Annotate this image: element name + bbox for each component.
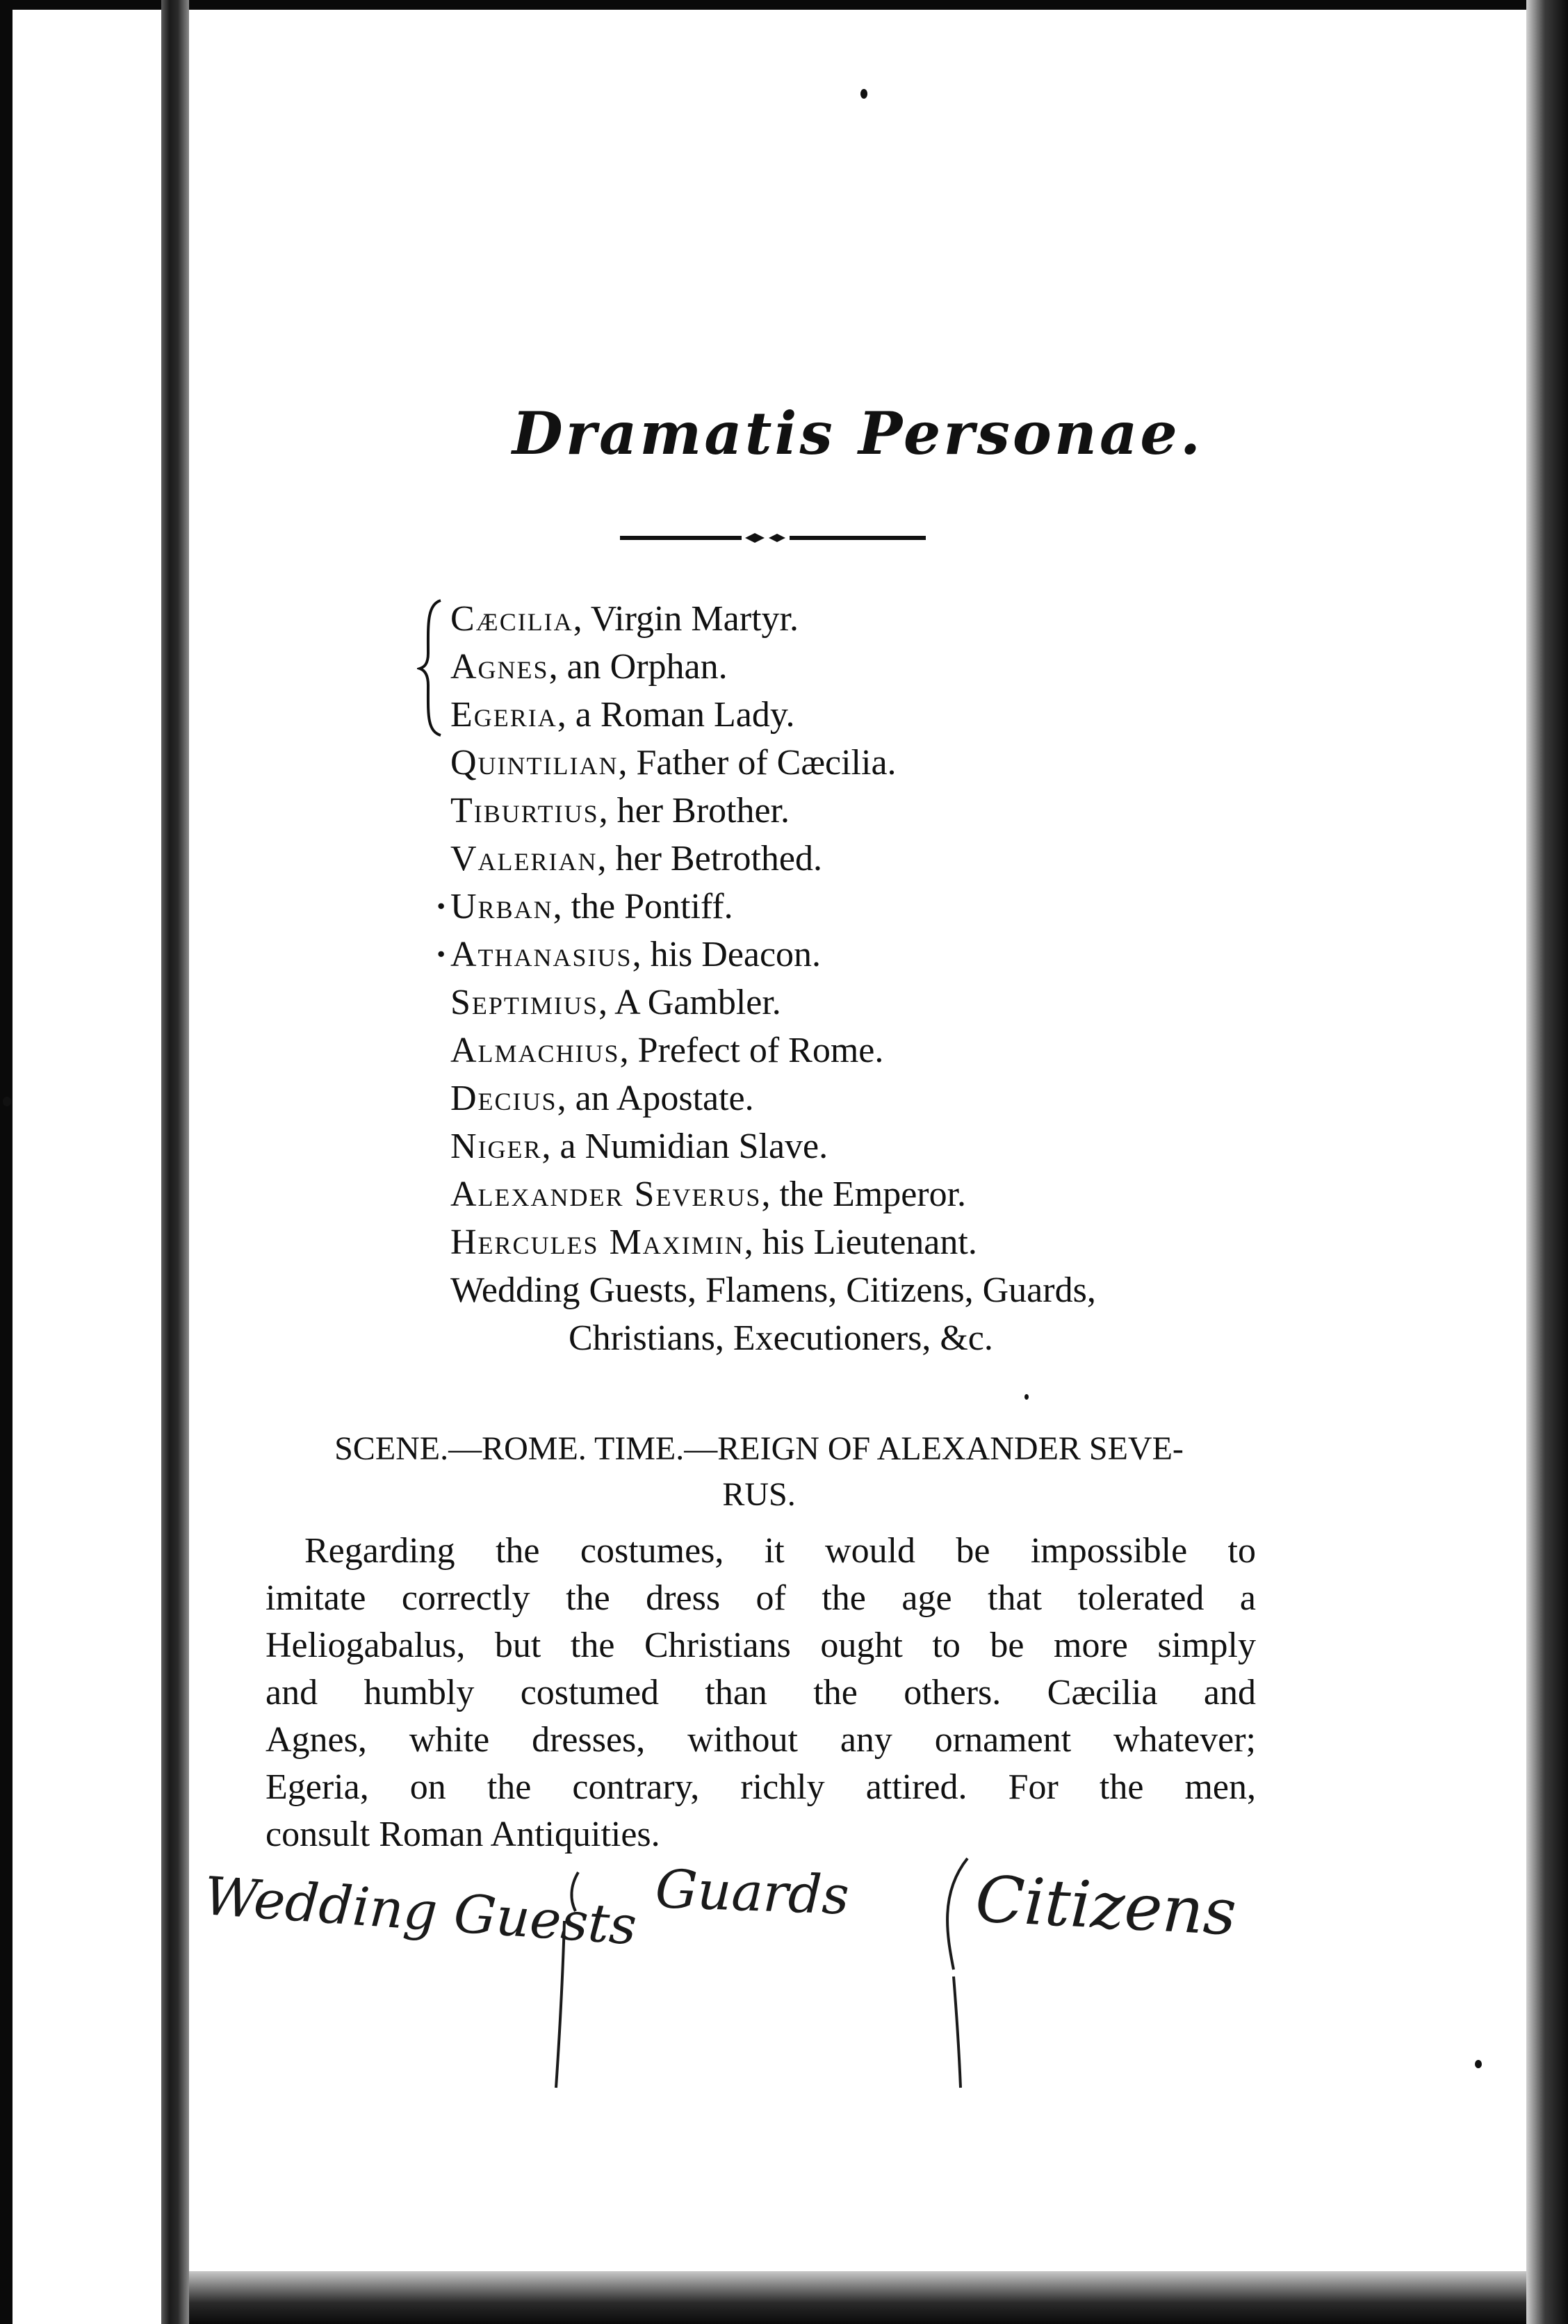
grouping-brace: [417, 598, 445, 737]
list-item: Tiburtius, her Brother.: [450, 791, 790, 830]
scan-border-left: [0, 0, 13, 2324]
list-item: Niger, a Numidian Slave.: [450, 1127, 828, 1166]
list-item: Quintilian, Father of Cæcilia.: [450, 743, 897, 783]
handwritten-note: Guards: [654, 1858, 851, 1926]
handwritten-note: Wedding Guests: [202, 1865, 639, 1957]
pencil-mark: ·: [435, 935, 448, 974]
character-list: [435, 595, 1521, 1362]
page-edge-bottom: [189, 2271, 1526, 2324]
paragraph-line: Agnes, white dresses, without any ornament whatever;: [266, 1720, 1256, 1760]
page-title: Dramatis Personae.: [512, 399, 1204, 468]
handwritten-annotations: [189, 1844, 1526, 2095]
paragraph-line: Heliogabalus, but the Christians ought to be more simply: [266, 1626, 1256, 1665]
list-item: · Athanasius, his Deacon.: [450, 931, 1521, 979]
list-item: Decius, an Apostate.: [450, 1079, 754, 1118]
paragraph-line: Egeria, on the contrary, richly attired. For the men,: [266, 1767, 1256, 1807]
paragraph-line: and humbly costumed than the others. Cæcilia and: [266, 1673, 1256, 1712]
list-item: Alexander Severus, the Emperor.: [450, 1175, 967, 1214]
scene-heading: [266, 1426, 1252, 1518]
list-item: Hercules Maximin, his Lieutenant.: [450, 1222, 977, 1262]
pencil-stroke: [954, 1977, 961, 2088]
ornamental-rule: [620, 530, 926, 546]
paragraph-line: imitate correctly the dress of the age that tolerated a: [266, 1578, 1256, 1618]
book-page: [189, 10, 1526, 2271]
ink-speck: [3, 1097, 11, 1106]
handwritten-note: Citizens: [973, 1862, 1239, 1950]
paragraph-line: Regarding the costumes, it would be impossible to: [304, 1531, 1256, 1571]
pencil-stroke: [947, 1858, 967, 1970]
extras-line: Christians, Executioners, &c.: [569, 1318, 993, 1358]
list-item: Almachius, Prefect of Rome.: [450, 1031, 884, 1070]
book-gutter: [161, 0, 189, 2324]
scan-border-top: [0, 0, 1568, 10]
list-item: Septimius, A Gambler.: [450, 983, 781, 1022]
costume-note: [266, 1528, 1256, 1858]
scene-line: RUS.: [722, 1476, 796, 1513]
list-item: Agnes, an Orphan.: [450, 647, 728, 687]
scene-line: SCENE.—ROME. TIME.—REIGN OF ALEXANDER SEVE-: [334, 1430, 1184, 1467]
page-edge-right: [1526, 0, 1568, 2324]
list-item: Cæcilia, Virgin Martyr.: [450, 599, 799, 639]
list-item: · Urban, the Pontiff.: [450, 883, 1521, 931]
list-item: Valerian, her Betrothed.: [450, 839, 822, 878]
extras-line: Wedding Guests, Flamens, Citizens, Guards,: [450, 1270, 1096, 1310]
paragraph-line: consult Roman Antiquities.: [266, 1815, 660, 1854]
pencil-mark: ·: [435, 887, 448, 926]
list-item: Egeria, a Roman Lady.: [450, 695, 795, 735]
